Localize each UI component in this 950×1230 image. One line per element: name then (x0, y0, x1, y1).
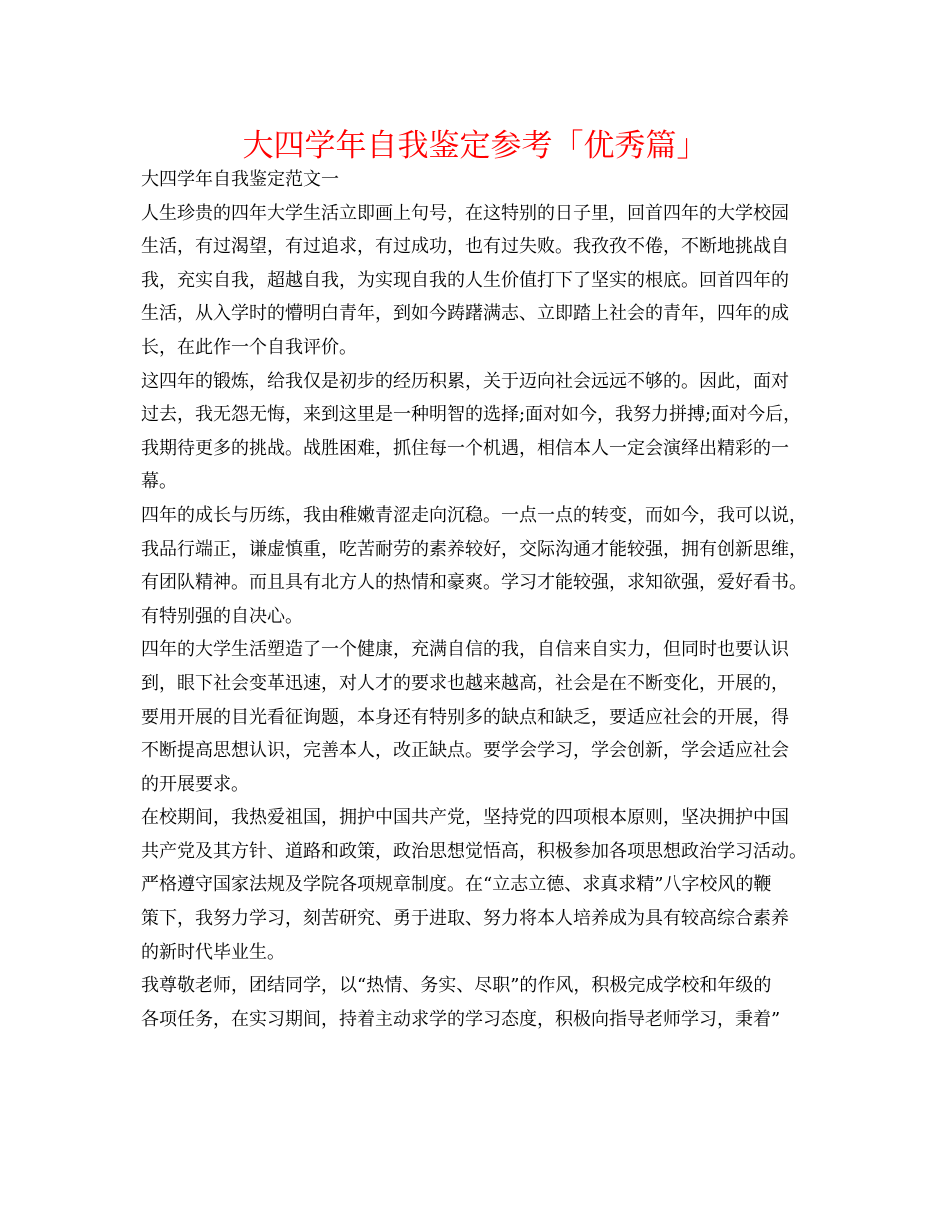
text-line: 在校期间，我热爱祖国，拥护中国共产党，坚持党的四项根本原则，坚决拥护中国 (141, 807, 789, 829)
text-line: 长，在此作一个自我评价。 (141, 336, 357, 358)
text-line: 有团队精神。而且具有北方人的热情和豪爽。学习才能较强，求知欲强，爱好看书。 (141, 572, 807, 594)
text-line: 我尊敬老师，团结同学，以“热情、务实、尽职”的作风，积极完成学校和年级的 (141, 975, 772, 997)
text-line: 这四年的锻炼，给我仅是初步的经历积累，关于迈向社会远远不够的。因此，面对 (141, 370, 789, 392)
text-line: 到，眼下社会变革迅速，对人才的要求也越来越高，社会是在不断变化，开展的， (141, 672, 789, 694)
text-line: 我，充实自我，超越自我，为实现自我的人生价值打下了坚实的根底。回首四年的 (141, 269, 789, 291)
text-line: 幕。 (141, 471, 177, 493)
text-line: 生活，从入学时的懵明白青年，到如今踌躇满志、立即踏上社会的青年，四年的成 (141, 303, 789, 325)
text-line: 不断提高思想认识，完善本人，改正缺点。要学会学习，学会创新，学会适应社会 (141, 740, 789, 762)
text-line: 要用开展的目光看征询题，本身还有特别多的缺点和缺乏，要适应社会的开展，得 (141, 706, 789, 728)
text-line: 有特别强的自决心。 (141, 605, 303, 627)
text-line: 我期待更多的挑战。战胜困难，抓住每一个机遇，相信本人一定会演绎出精彩的一 (141, 437, 789, 459)
document-body (141, 163, 821, 1036)
text-line: 各项任务，在实习期间，持着主动求学的学习态度，积极向指导老师学习，秉着” (141, 1008, 781, 1030)
text-line: 四年的成长与历练，我由稚嫩青涩走向沉稳。一点一点的转变，而如今，我可以说， (141, 504, 807, 526)
text-line: 策下，我努力学习，刻苦研究、勇于进取、努力将本人培养成为具有较高综合素养 (141, 908, 789, 930)
text-line: 过去，我无怨无悔，来到这里是一种明智的选择;面对如今，我努力拼搏;面对今后， (141, 404, 802, 426)
text-line: 人生珍贵的四年大学生活立即画上句号，在这特别的日子里，回首四年的大学校园 (141, 202, 789, 224)
document-title: 大四学年自我鉴定参考「优秀篇」 (242, 128, 708, 164)
text-line: 大四学年自我鉴定范文一 (141, 169, 339, 190)
text-line: 的新时代毕业生。 (141, 941, 285, 963)
text-line: 共产党及其方针、道路和政策，政治思想觉悟高，积极参加各项思想政治学习活动。 (141, 840, 807, 862)
text-line: 四年的大学生活塑造了一个健康，充满自信的我，自信来自实力，但同时也要认识 (141, 639, 789, 661)
text-line: 严格遵守国家法规及学院各项规章制度。在“立志立德、求真求精”八字校风的鞭 (141, 874, 772, 896)
text-line: 生活，有过渴望，有过追求，有过成功，也有过失败。我孜孜不倦，不断地挑战自 (141, 236, 789, 258)
text-line: 我品行端正，谦虚慎重，吃苦耐劳的素养较好，交际沟通才能较强，拥有创新思维， (141, 538, 807, 560)
text-line: 的开展要求。 (141, 773, 249, 795)
